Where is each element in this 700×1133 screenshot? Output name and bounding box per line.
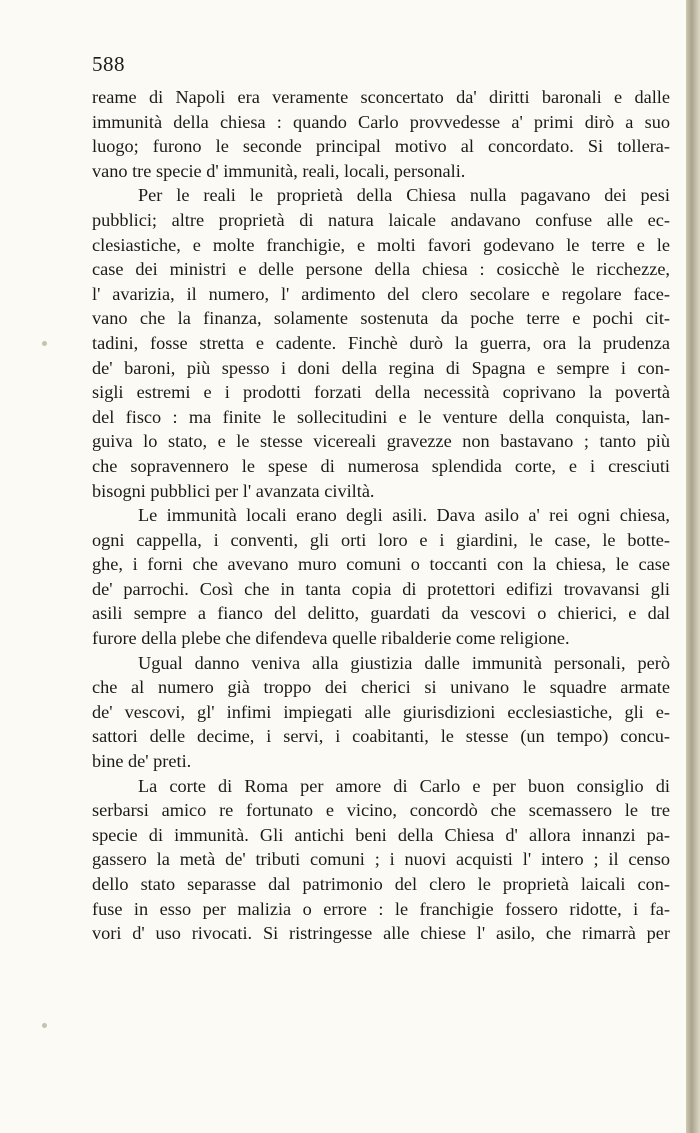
text-line: serbarsi amico re fortunato e vicino, concordò che scemassero le tre — [92, 800, 670, 821]
text-line: vano che la finanza, solamente sostenuta da poche terre e pochi cit- — [92, 308, 670, 329]
text-line: che al numero già troppo dei cherici si univano le squadre armate — [92, 677, 670, 698]
text-line: specie di immunità. Gli antichi beni della Chiesa d' allora innanzi pa- — [92, 824, 670, 845]
paragraph-start-line: La corte di Roma per amore di Carlo e per buon consiglio di — [138, 775, 670, 796]
text-line: case dei ministri e delle persone della chiesa : cosicchè le ricchezze, — [92, 259, 670, 280]
text-line: pubblici; altre proprietà di natura laicale andavano confuse alle ec- — [92, 209, 670, 230]
text-line: che sopravennero le spese di numerosa splendida corte, e i cresciuti — [92, 455, 670, 476]
text-line: guiva lo stato, e le stesse vicereali gravezze non bastavano ; tanto più — [92, 431, 670, 452]
text-line: tadini, fosse stretta e cadente. Finchè durò la guerra, ora la prudenza — [92, 332, 670, 353]
text-line: asili sempre a fianco del delitto, guardati da vescovi o chierici, e dal — [92, 603, 670, 624]
paragraph-start-line: Per le reali le proprietà della Chiesa nulla pagavano dei pesi — [138, 185, 670, 206]
paragraph-start-line: Ugual danno veniva alla giustizia dalle immunità personali, però — [138, 652, 670, 673]
text-line: de' parrochi. Così che in tanta copia di protettori edifizi trovavansi gli — [92, 578, 670, 599]
text-line: luogo; furono le seconde principal motivo al concordato. Si tollera- — [92, 136, 670, 157]
text-line: ghe, i forni che avevano muro comuni o toccanti con la chiesa, le case — [92, 554, 670, 575]
text-line: del fisco : ma finite le sollecitudini e le venture della conquista, lan- — [92, 406, 670, 427]
page-number: 588 — [92, 52, 125, 76]
text-line: immunità della chiesa : quando Carlo provvedesse a' primi dirò a suo — [92, 111, 670, 132]
paragraph-start-line: Le immunità locali erano degli asili. Dava asilo a' rei ogni chiesa, — [138, 505, 670, 526]
text-line: vori d' uso rivocati. Si ristringesse alle chiese l' asilo, che rimarrà per — [92, 923, 670, 944]
text-line: bisogni pubblici per l' avanzata civiltà. — [92, 480, 375, 501]
text-line: dello stato separasse dal patrimonio del clero le proprietà laicali con- — [92, 874, 670, 894]
text-line: l' avarizia, il numero, l' ardimento del clero secolare e regolare face- — [92, 283, 670, 304]
text-line: sigli estremi e i prodotti forzati della necessità coprivano la povertà — [92, 382, 670, 403]
text-line: clesiastiche, e molte franchigie, e molti favori godevano le terre e le — [92, 234, 670, 255]
page-edge-shadow — [686, 0, 700, 1133]
text-line: de' vescovi, gl' infimi impiegati alle giurisdizioni ecclesiastiche, gli e- — [92, 701, 670, 722]
body-text — [92, 85, 670, 946]
text-line: sattori delle decime, i servi, i coabitanti, le stesse (un tempo) concu- — [92, 726, 670, 747]
text-line: ogni cappella, i conventi, gli orti loro e i giardini, le case, le botte- — [92, 529, 670, 550]
text-line: bine de' preti. — [92, 751, 192, 772]
margin-speck — [42, 1023, 47, 1028]
margin-speck — [42, 341, 47, 346]
text-line: gassero la metà de' tributi comuni ; i nuovi acquisti l' intero ; il censo — [92, 849, 670, 870]
text-line: reame di Napoli era veramente sconcertato da' diritti baronali e dalle — [92, 87, 670, 107]
text-line: furore della plebe che difendeva quelle ribalderie come religione. — [92, 628, 570, 649]
text-line: de' baroni, più spesso i doni della regina di Spagna e sempre i con- — [92, 357, 670, 378]
text-line: fuse in esso per malizia o errore : le franchigie fossero ridotte, i fa- — [92, 898, 670, 919]
text-line: vano tre specie d' immunità, reali, locali, personali. — [92, 160, 466, 181]
